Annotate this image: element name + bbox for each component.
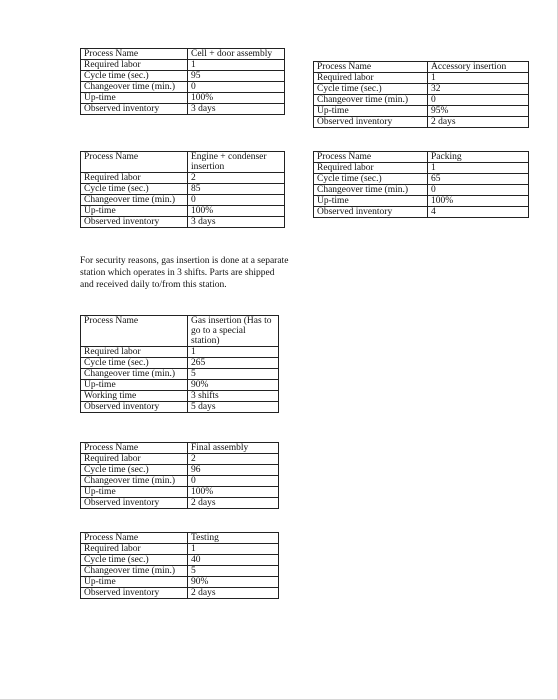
table-row [81,402,279,413]
row-label: Observed inventory [81,217,188,228]
table-row [81,217,285,228]
row-label: Process Name [81,49,188,60]
process-table-packing [313,151,529,218]
table-row [81,380,279,391]
row-value: 0 [188,82,285,93]
row-value: Testing [188,533,279,544]
row-value: 65 [428,174,529,185]
table-row [81,206,285,217]
table-row [314,84,529,95]
process-table-final-assembly [80,442,279,509]
row-label: Required labor [81,173,188,184]
row-value: Gas insertion (Has to go to a special station) [188,316,279,347]
row-label: Required labor [81,60,188,71]
table-row [81,544,279,555]
row-label: Changeover time (min.) [81,195,188,206]
table-row [81,454,279,465]
table-row [81,443,279,454]
row-label: Cycle time (sec.) [314,174,428,185]
table-row [81,487,279,498]
row-label: Observed inventory [314,117,428,128]
row-value: 3 days [188,104,285,115]
row-value: 0 [428,185,529,196]
table-row [314,117,529,128]
row-label: Up-time [314,106,428,117]
table-row [81,71,285,82]
row-label: Up-time [81,577,188,588]
row-value: 32 [428,84,529,95]
row-label: Required labor [81,347,188,358]
row-value: 1 [188,544,279,555]
table-row [81,104,285,115]
row-label: Up-time [81,380,188,391]
table-row [81,391,279,402]
row-label: Observed inventory [81,588,188,599]
row-label: Cycle time (sec.) [81,71,188,82]
table-row [314,207,529,218]
row-value: 1 [428,163,529,174]
process-table-cell-door-assembly [80,48,285,115]
table-row [81,82,285,93]
row-label: Cycle time (sec.) [81,555,188,566]
row-value: 95% [428,106,529,117]
table-row [81,555,279,566]
row-value: 100% [188,487,279,498]
row-value: 5 [188,566,279,577]
row-value: 5 [188,369,279,380]
row-value: Final assembly [188,443,279,454]
row-label: Required labor [314,163,428,174]
process-table-accessory-insertion [313,61,529,128]
row-label: Observed inventory [81,104,188,115]
process-table-testing [80,532,279,599]
row-label: Cycle time (sec.) [81,358,188,369]
table-row [81,173,285,184]
table-row [81,60,285,71]
row-label: Process Name [81,152,188,173]
table-row [81,498,279,509]
table-row [314,106,529,117]
row-value: 4 [428,207,529,218]
row-value: 100% [188,206,285,217]
table-row [81,577,279,588]
row-label: Changeover time (min.) [81,369,188,380]
row-label: Process Name [81,443,188,454]
row-value: 0 [188,476,279,487]
table-row [81,152,285,173]
row-label: Required labor [81,454,188,465]
row-label: Changeover time (min.) [314,95,428,106]
table-row [81,358,279,369]
row-label: Process Name [314,152,428,163]
row-value: 3 days [188,217,285,228]
process-table-gas-insertion [80,315,279,413]
table-row [81,184,285,195]
row-value: 0 [428,95,529,106]
row-label: Cycle time (sec.) [81,465,188,476]
row-label: Cycle time (sec.) [81,184,188,195]
row-value: 2 [188,173,285,184]
row-label: Changeover time (min.) [314,185,428,196]
row-label: Up-time [81,487,188,498]
row-value: 3 shifts [188,391,279,402]
table-row [314,174,529,185]
row-label: Process Name [81,316,188,347]
row-label: Up-time [314,196,428,207]
row-label: Observed inventory [314,207,428,218]
row-value: 2 days [188,588,279,599]
row-value: 1 [428,73,529,84]
row-value: 90% [188,577,279,588]
table-row [314,185,529,196]
row-value: 90% [188,380,279,391]
table-row [81,566,279,577]
row-value: 2 [188,454,279,465]
row-value: 95 [188,71,285,82]
table-row [81,476,279,487]
row-value: Engine + condenser insertion [188,152,285,173]
table-row [81,316,279,347]
row-label: Working time [81,391,188,402]
row-label: Changeover time (min.) [81,82,188,93]
row-value: 96 [188,465,279,476]
row-label: Changeover time (min.) [81,566,188,577]
row-value: Packing [428,152,529,163]
row-label: Required labor [314,73,428,84]
row-value: Cell + door assembly [188,49,285,60]
table-row [314,62,529,73]
row-value: 0 [188,195,285,206]
table-row [314,152,529,163]
table-row [81,369,279,380]
row-label: Up-time [81,93,188,104]
row-label: Cycle time (sec.) [314,84,428,95]
row-label: Process Name [81,533,188,544]
row-label: Observed inventory [81,498,188,509]
row-label: Process Name [314,62,428,73]
table-row [81,195,285,206]
process-table-engine-condenser-insertion [80,151,285,228]
table-row [81,347,279,358]
table-row [81,93,285,104]
row-value: 265 [188,358,279,369]
table-row [81,533,279,544]
row-value: 2 days [428,117,529,128]
row-label: Required labor [81,544,188,555]
row-value: 5 days [188,402,279,413]
row-value: Accessory insertion [428,62,529,73]
table-row [81,49,285,60]
table-row [81,465,279,476]
table-row [314,196,529,207]
row-value: 100% [428,196,529,207]
row-label: Changeover time (min.) [81,476,188,487]
row-label: Up-time [81,206,188,217]
row-value: 100% [188,93,285,104]
row-label: Observed inventory [81,402,188,413]
table-row [314,73,529,84]
table-row [314,95,529,106]
row-value: 2 days [188,498,279,509]
table-row [314,163,529,174]
row-value: 85 [188,184,285,195]
table-row [81,588,279,599]
row-value: 1 [188,347,279,358]
row-value: 40 [188,555,279,566]
row-value: 1 [188,60,285,71]
security-note: For security reasons, gas insertion is done at a separate station which operates in 3 shifts. Parts are shipped and received daily to/from this station. [80,256,289,290]
